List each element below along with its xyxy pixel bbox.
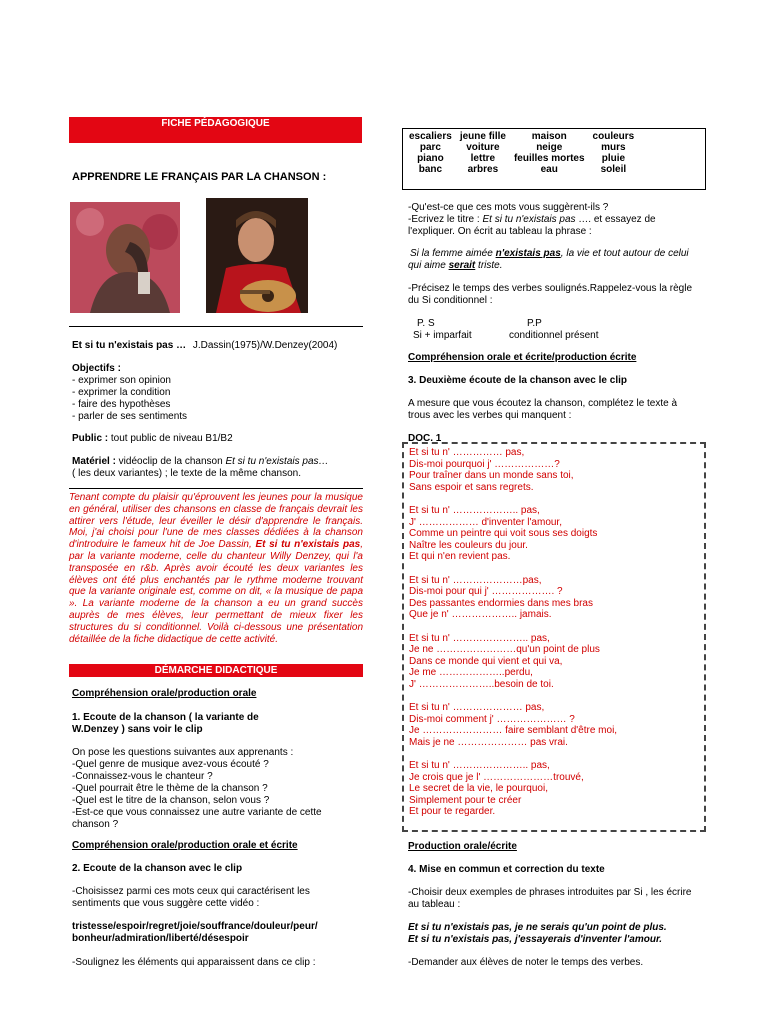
- objectives-block: [72, 363, 187, 423]
- song-line: [72, 340, 337, 352]
- word-cell: murs: [601, 142, 626, 153]
- demarche-banner-title: DÉMARCHE DIDACTIQUE: [154, 665, 278, 676]
- word-cell: parc: [419, 142, 441, 153]
- word-cell: pluie: [601, 153, 626, 164]
- rule-left-label: P. S: [417, 318, 435, 329]
- example-sentence: [408, 248, 700, 272]
- question-title: [408, 214, 698, 238]
- section4-heading: Production orale/écrite: [408, 841, 517, 852]
- photo-joe-dassin: [206, 198, 308, 313]
- section2-last: -Soulignez les éléments qui apparaissent dans ce clip :: [72, 957, 316, 968]
- lyric-line: Dans ce monde qui vient et qui va,: [409, 655, 563, 667]
- lyric-line: Et si tu n' …………… pas,: [409, 447, 525, 458]
- demarche-banner: [69, 664, 363, 677]
- main-title: APPRENDRE LE FRANÇAIS PAR LA CHANSON :: [72, 171, 327, 183]
- example-verb-2: serait: [448, 260, 476, 271]
- question-item: -Quel genre de musique avez-vous écouté ?: [72, 759, 269, 770]
- word-cell: neige: [536, 142, 563, 153]
- objective-item: - faire des hypothèses: [72, 399, 171, 410]
- song-title: Et si tu n'existais pas …: [72, 340, 187, 351]
- word-table: [405, 131, 638, 175]
- lyric-line: Dis-moi pourquoi j' ………………?: [409, 458, 560, 470]
- example-c: , la vie et tout autour de celui qui aime: [408, 248, 689, 271]
- lyric-line: Je me ………………..perdu,: [409, 667, 533, 679]
- lyric-line: Mais je ne ………………… pas vrai.: [409, 736, 568, 748]
- question-item: -Quel pourrait être le thème de la chanson ?: [72, 783, 268, 794]
- word-box: [402, 128, 706, 190]
- question-suggest: -Qu'est-ce que ces mots vous suggèrent-ils ?: [408, 202, 609, 213]
- lyric-line: Naître les couleurs du jour.: [409, 539, 528, 551]
- lyric-line: Et pour te regarder.: [409, 806, 496, 818]
- section1-intro: On pose les questions suivantes aux apprenants :: [72, 747, 294, 758]
- example-e: triste.: [475, 260, 503, 271]
- questions-block: [408, 202, 698, 238]
- example-line-1: Et si tu n'existais pas, je ne serais qu'un point de plus.: [408, 922, 667, 933]
- lyrics-verse: [409, 760, 704, 818]
- word-row: [405, 131, 638, 142]
- example-line-2: Et si tu n'existais pas, j'essayerais d'inventer l'amour.: [408, 934, 663, 945]
- photo-willy-denzey: [70, 202, 180, 313]
- red-paragraph-part1: Tenant compte du plaisir qu'éprouvent les jeunes pour la musique en général, utiliser des chansons en classe de français devrait les attirer vers l'étude, leur éveiller le désir d'apprendre le français. Moi, j'ai choisi pour l'une de mes classes dédiées à la chanson d'introduire le fameux hit de Joe Dassin,: [69, 492, 363, 551]
- objective-item: - exprimer la condition: [72, 387, 171, 398]
- word-cell: maison: [531, 131, 567, 142]
- lyric-line: Et si tu n' ……………….. pas,: [409, 504, 540, 516]
- word-cell: couleurs: [592, 131, 635, 142]
- section2-step-title: 2. Ecoute de la chanson avec le clip: [72, 863, 243, 874]
- red-paragraph-box: [69, 488, 363, 645]
- title-banner: [69, 117, 362, 143]
- materiel-block: [72, 456, 362, 480]
- section3-text: A mesure que vous écoutez la chanson, complétez le texte à trous avec les verbes qui manquent :: [408, 398, 678, 421]
- lyric-line: Je ne ……………………qu'un point de plus: [409, 644, 600, 656]
- rule-right-text: conditionnel présent: [509, 330, 599, 341]
- question-title-b: …. et essayez de l'expliquer. On écrit au tableau la phrase :: [408, 214, 656, 237]
- section4-step-title: 4. Mise en commun et correction du texte: [408, 864, 605, 875]
- materiel-text-2: ( les deux variantes) ; le texte de la même chanson.: [72, 468, 302, 479]
- section2-heading: Compréhension orale/production orale et écrite: [72, 840, 298, 851]
- question-item: -Quel est le titre de la chanson, selon vous ?: [72, 795, 270, 806]
- lyric-line: Dis-moi pour qui j' ………………. ?: [409, 586, 563, 598]
- section1-step-title: 1. Ecoute de la chanson ( la variante de W.Denzey ) sans voir le clip: [72, 712, 259, 735]
- divider-top: [69, 326, 363, 327]
- example-verb-1: n'existais pas: [495, 248, 561, 259]
- objective-item: - parler de ses sentiments: [72, 411, 188, 422]
- lyric-line: Pour traîner dans un monde sans toi,: [409, 470, 574, 482]
- word-row: [405, 164, 638, 175]
- section2-text: -Choisissez parmi ces mots ceux qui caractérisent les sentiments que vous suggère cette vidéo :: [72, 886, 310, 909]
- question-item: -Est-ce que vous connaissez une autre variante de cette chanson ?: [72, 807, 322, 830]
- objective-item: - exprimer son opinion: [72, 375, 171, 386]
- lyric-line: Dis-moi comment j' ………………… ?: [409, 713, 575, 725]
- lyric-line: Sans espoir et sans regrets.: [409, 481, 534, 493]
- section3-heading: Compréhension orale et écrite/production écrite: [408, 352, 637, 363]
- lyric-line: J' …………………..besoin de toi.: [409, 678, 554, 690]
- lyric-line: Et si tu n' ………………….. pas,: [409, 632, 550, 644]
- materiel-label: Matériel :: [72, 456, 116, 467]
- section2-words: tristesse/espoir/regret/joie/souffrance/douleur/peur/ bonheur/admiration/liberté/désespoir: [72, 921, 318, 944]
- section4-examples: [408, 922, 708, 946]
- word-cell: lettre: [470, 153, 496, 164]
- lyric-line: Comme un peintre qui voit sous ses doigts: [409, 528, 598, 540]
- red-paragraph: [69, 489, 363, 645]
- materiel-text: vidéoclip de la chanson: [115, 456, 226, 467]
- section1-heading: Compréhension orale/production orale: [72, 688, 257, 699]
- lyrics-verse: [409, 575, 704, 621]
- question-item: -Connaissez-vous le chanteur ?: [72, 771, 213, 782]
- lyric-line: Et si tu n' …………………pas,: [409, 574, 542, 586]
- lyric-line: Simplement pour te créer: [409, 794, 522, 806]
- word-row: [405, 153, 638, 164]
- lyrics-verse: [409, 702, 704, 748]
- section4-text: -Choisir deux exemples de phrases introduites par Si , les écrire au tableau :: [408, 887, 692, 910]
- banner-title: FICHE PÉDAGOGIQUE: [161, 118, 270, 129]
- lyrics-content: [404, 444, 704, 818]
- word-cell: soleil: [600, 164, 627, 175]
- question-title-a: -Ecrivez le titre :: [408, 214, 483, 225]
- rule-intro: -Précisez le temps des verbes soulignés.Rappelez-vous la règle du Si conditionnel :: [408, 283, 693, 306]
- song-authors: J.Dassin(1975)/W.Denzey(2004): [192, 340, 338, 351]
- section4-last: -Demander aux élèves de noter le temps des verbes.: [408, 957, 644, 968]
- materiel-song-title: Et si tu n'existais pas…: [225, 456, 329, 467]
- word-cell: feuilles mortes: [513, 153, 585, 164]
- word-cell: voiture: [466, 142, 500, 153]
- word-cell: eau: [540, 164, 558, 175]
- red-paragraph-bold: Et si tu n'existais pas: [255, 539, 361, 551]
- public-text: tout public de niveau B1/B2: [108, 433, 233, 444]
- example-a: Si la femme aimée: [410, 248, 496, 259]
- rule-right-label: P.P: [527, 318, 542, 329]
- lyric-line: Je …………………… faire semblant d'être moi,: [409, 725, 618, 737]
- word-cell: arbres: [467, 164, 499, 175]
- public-label: Public :: [72, 433, 109, 444]
- section1-questions: [72, 747, 342, 831]
- lyrics-verse: [409, 633, 704, 691]
- word-row: [405, 142, 638, 153]
- red-paragraph-part2: , par la variante moderne, celle du chanteur Willy Denzey, qui l'a transposée en r&b. Après avoir écouté les deux variantes les élèves ont été plus enchantés par le rythme moderne trouvant que la variante originale est, comme on dit, « la musique de papa ». La variante moderne de la chanson a eu un grand succès auprès de mes élèves, leur permettant de mieux fixer les structures du si conditionnel. Voilà ci-dessous une présentation détaillée de la fiche didactique de cette activité.: [69, 539, 363, 645]
- rule-left-text: Si + imparfait: [413, 330, 472, 341]
- lyrics-verse: [409, 505, 704, 563]
- public-line: [72, 433, 233, 445]
- lyrics-verse: [409, 447, 704, 493]
- lyric-line: J' ……………… d'inventer l'amour,: [409, 516, 562, 528]
- lyric-line: Et si tu n' ………………… pas,: [409, 702, 545, 714]
- lyric-line: Et si tu n' ………………….. pas,: [409, 760, 550, 772]
- lyric-line: Le secret de la vie, le pourquoi,: [409, 783, 548, 795]
- word-cell: piano: [417, 153, 444, 164]
- lyric-line: Et qui n'en revient pas.: [409, 551, 511, 563]
- section3-step-title: 3. Deuxième écoute de la chanson avec le clip: [408, 375, 627, 386]
- lyric-line: Que je n' ……………….. jamais.: [409, 609, 552, 621]
- question-title-italic: Et si tu n'existais pas: [482, 214, 576, 225]
- lyrics-box: [402, 442, 706, 832]
- word-cell: escaliers: [409, 131, 452, 142]
- word-cell: banc: [418, 164, 443, 175]
- lyric-line: Des passantes endormies dans mes bras: [409, 597, 593, 609]
- word-cell: jeune fille: [459, 131, 506, 142]
- lyric-line: Je crois que je l' …………………trouvé,: [409, 771, 584, 783]
- doc-label: DOC. 1: [408, 433, 442, 444]
- objectives-label: Objectifs :: [72, 363, 121, 374]
